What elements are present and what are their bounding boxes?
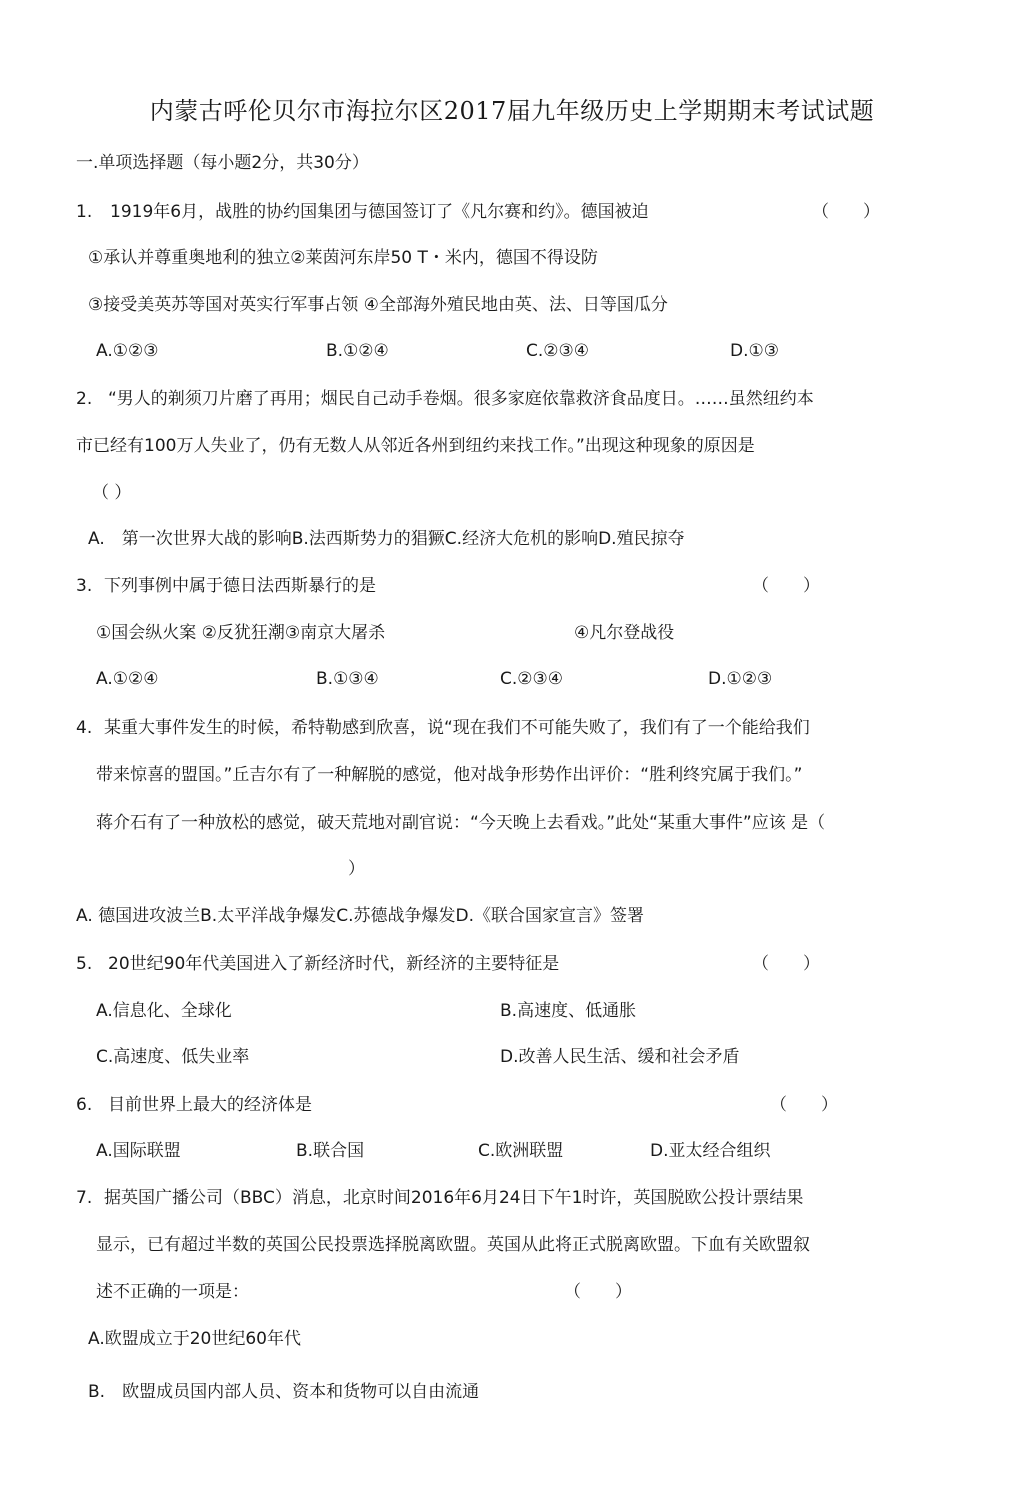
q5-option-b: B.高速度、低通胀: [500, 1001, 637, 1021]
q3-number: 3.: [76, 576, 93, 596]
q3-option-b: B.①③④: [316, 669, 379, 689]
q7-stem-line2: 显示，已有超过半数的英国公民投票选择脱离欧盟。英国从此将正式脱离欧盟。下血有关欧盟叙: [96, 1235, 810, 1255]
q5-option-a: A.信息化、全球化: [96, 1001, 232, 1021]
q3-option-d: D.①②③: [708, 669, 773, 689]
q7-stem-line3: 述不正确的一项是：: [96, 1282, 249, 1302]
q4-answer-paren-close: ）: [348, 859, 365, 879]
q2-number: 2.: [76, 389, 93, 409]
q1-items-line2: ③接受美英苏等国对英实行军事占领 ④全部海外殖民地由英、法、日等国瓜分: [88, 295, 668, 315]
q7-answer-paren: （ ）: [564, 1282, 632, 1302]
q6-option-a: A.国际联盟: [96, 1141, 181, 1161]
q1-option-d: D.①③: [730, 341, 779, 361]
q2-stem-line1: “男人的剃须刀片磨了再用；烟民自己动手卷烟。很多家庭依靠救济食品度日。……虽然纽约本: [108, 389, 814, 409]
q5-option-c: C.高速度、低失业率: [96, 1047, 250, 1067]
q6-option-d: D.亚太经合组织: [650, 1141, 771, 1161]
q6-stem: 目前世界上最大的经济体是: [108, 1095, 312, 1115]
q3-answer-paren: （ ）: [752, 576, 820, 596]
q1-number: 1.: [76, 202, 93, 222]
q3-option-c: C.②③④: [500, 669, 563, 689]
q1-answer-paren: （ ）: [812, 202, 880, 222]
q4-stem-line1: 某重大事件发生的时候，希特勒感到欣喜，说“现在我们不可能失败了，我们有了一个能给我们: [104, 718, 810, 738]
q3-items-right: ④凡尔登战役: [574, 623, 675, 643]
q5-answer-paren: （ ）: [752, 954, 820, 974]
q3-stem: 下列事例中属于德日法西斯暴行的是: [104, 576, 376, 596]
q2-answer-paren: （ ）: [92, 483, 132, 503]
q1-option-a: A.①②③: [96, 341, 159, 361]
q7-option-a: A.欧盟成立于20世纪60年代: [88, 1329, 301, 1349]
q3-option-a: A.①②④: [96, 669, 159, 689]
q3-items-left: ①国会纵火案 ②反犹狂潮③南京大屠杀: [96, 623, 386, 643]
q1-stem: 1919年6月，战胜的协约国集团与德国签订了《凡尔赛和约》。德国被迫: [110, 202, 649, 222]
q1-items-line1: ①承认并尊重奥地利的独立②莱茵河东岸50 T・米内，德国不得设防: [88, 248, 598, 268]
q7-stem-line1: 据英国广播公司（BBC）消息，北京时间2016年6月24日下午1时许，英国脱欧公投计票结果: [104, 1188, 804, 1208]
q4-options: A. 德国进攻波兰B.太平洋战争爆发C.苏德战争爆发D.《联合国家宣言》签署: [76, 906, 644, 926]
q6-option-c: C.欧洲联盟: [478, 1141, 564, 1161]
q5-stem: 20世纪90年代美国进入了新经济时代，新经济的主要特征是: [108, 954, 560, 974]
q5-option-d: D.改善人民生活、缓和社会矛盾: [500, 1047, 740, 1067]
exam-title: 内蒙古呼伦贝尔市海拉尔区2017届九年级历史上学期期末考试试题: [149, 97, 875, 125]
q2-stem-line2: 市已经有100万人失业了，仍有无数人从邻近各州到纽约来找工作。”出现这种现象的原因是: [76, 436, 755, 456]
q6-number: 6.: [76, 1095, 93, 1115]
q2-options: A. 第一次世界大战的影响B.法西斯势力的猖獗C.经济大危机的影响D.殖民掠夺: [88, 529, 685, 549]
section-header: 一.单项选择题（每小题2分，共30分）: [76, 153, 369, 173]
q6-option-b: B.联合国: [296, 1141, 365, 1161]
q1-option-c: C.②③④: [526, 341, 589, 361]
q4-number: 4.: [76, 718, 93, 738]
q1-option-b: B.①②④: [326, 341, 389, 361]
q7-option-b: B. 欧盟成员国内部人员、资本和货物可以自由流通: [88, 1382, 480, 1402]
q4-stem-line2: 带来惊喜的盟国。”丘吉尔有了一种解脱的感觉，他对战争形势作出评价：“胜利终究属于我们。”: [96, 765, 803, 785]
q7-number: 7.: [76, 1188, 93, 1208]
q6-answer-paren: （ ）: [770, 1095, 838, 1115]
q5-number: 5.: [76, 954, 93, 974]
q4-stem-line3: 蒋介石有了一种放松的感觉，破天荒地对副官说：“今天晚上去看戏。”此处“某重大事件”应该 是（: [96, 813, 826, 833]
